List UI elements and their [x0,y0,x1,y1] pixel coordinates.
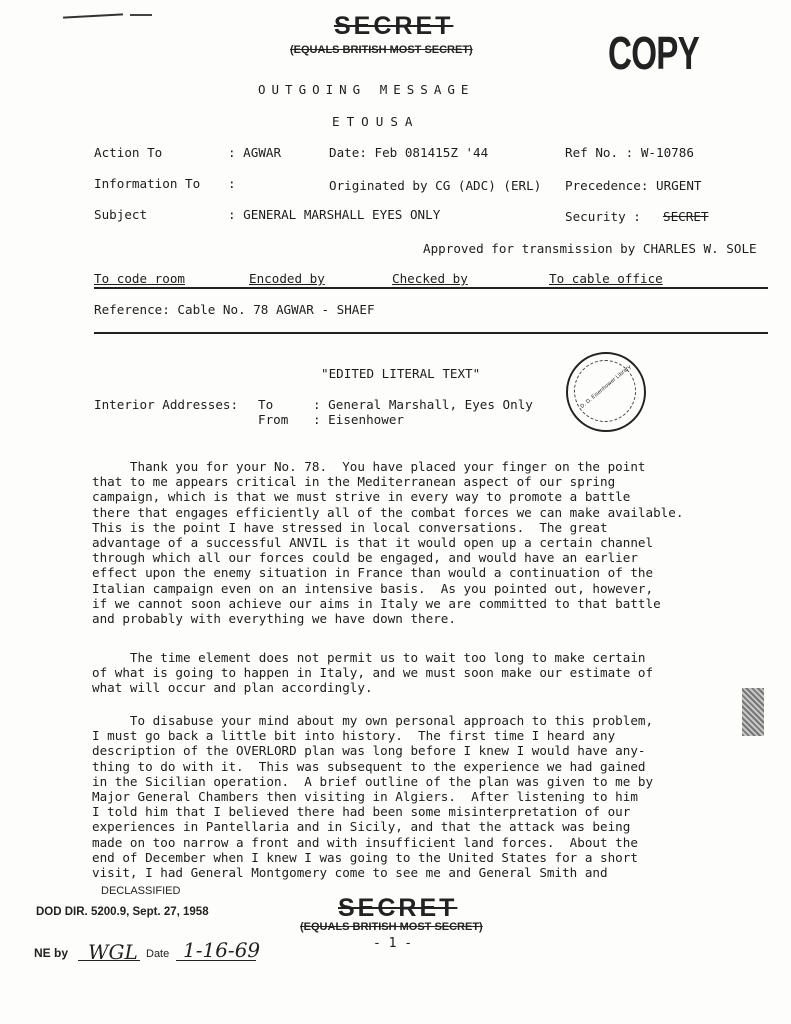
to-cable-office: To cable office [549,271,663,286]
library-seal-text: D. D. Eisenhower Library [579,364,633,410]
reference-number: Ref No. : W-10786 [565,145,694,160]
secret-stamp-top: SECRET [334,12,454,40]
subject-label: Subject [94,207,148,222]
declassified-date: 1-16-69 [183,938,261,962]
precedence: Precedence: URGENT [565,178,702,193]
secret-subtitle-top: (EQUALS BRITISH MOST SECRET) [290,44,473,56]
date-label: Date [146,948,170,960]
information-to-label: Information To [94,176,201,191]
origin-command: ETOUSA [332,114,420,129]
originated-by: Originated by CG (ADC) (ERL) [329,178,542,193]
body-paragraph-1: Thank you for your No. 78. You have placed your finger on the point that to me appears critical in the Mediterranean aspect of our spring campaign, which is that we must strive in every way to promote a battle there that engages efficiently all of the combat forces we can make available. This is the point I have stressed in local conversations. The great advantage of a successful ANVIL is that it would open up a certain channel through which all our forces could be engaged, and would have an earlier effect upon the enemy situation in France than would a continuation of the Italian campaign even on an intensive basis. As you pointed out, however, if we cannot soon achieve our aims in Italy we are committed to that battle and probably with everything we have down there. [92,459,684,627]
interior-from-label: From [258,412,289,427]
edited-literal-text-title: "EDITED LITERAL TEXT" [321,366,481,381]
interior-to-value: : General Marshall, Eyes Only [313,397,533,412]
encoded-by: Encoded by [249,271,325,286]
document-type: OUTGOING MESSAGE [258,82,475,97]
security-value: SECRET [663,209,709,224]
secret-subtitle-bottom: (EQUALS BRITISH MOST SECRET) [300,921,483,933]
action-to-value: : AGWAR [228,145,282,160]
scan-mark [63,13,123,18]
security-label: Security : [565,209,641,224]
interior-addresses-label: Interior Addresses: [94,397,239,412]
dod-directive: DOD DIR. 5200.9, Sept. 27, 1958 [36,906,209,918]
action-to-label: Action To [94,145,163,160]
ne-by-label: NE by [34,946,69,960]
secret-stamp-bottom: SECRET [338,894,458,922]
library-seal-stamp [566,352,646,432]
subject-value: : GENERAL MARSHALL EYES ONLY [228,207,441,222]
approved-by: Approved for transmission by CHARLES W. SOLE [423,241,757,256]
declassifier-initials: WGL [88,940,138,964]
declassified-label: DECLASSIFIED [101,885,181,897]
page-number: - 1 - [373,936,413,951]
body-paragraph-2: The time element does not permit us to wait too long to make certain of what is going to happen in Italy, and we must soon make our estimate of what will occur and plan accordingly. [92,650,654,696]
checked-by: Checked by [392,271,468,286]
body-paragraph-3: To disabuse your mind about my own personal approach to this problem, I must go back a little bit into history. The first time I heard any description of the OVERLORD plan was long before I knew I would have any- thing to do with it. This was subsequent to the experience we had gained in the Sicilian operation. A brief outline of the plan was given to me by Major General Chambers then visiting in Algiers. After listening to him I told him that I believed there had been some misinterpretation of our experiences in Pantellaria and in Sicily, and that the attack was being made on too narrow a front and with insufficient land forces. About the end of December when I knew I was going to the United States for a short visit, I had General Montgomery come to see me and General Smith and [92,713,654,881]
interior-to-label: To [258,397,274,412]
reference-rule [94,332,768,334]
scan-artifact [742,688,764,736]
cable-reference: Reference: Cable No. 78 AGWAR - SHAEF [94,302,375,317]
to-code-room: To code room [94,271,185,286]
interior-from-value: : Eisenhower [313,412,404,427]
copy-stamp: COPY [608,27,699,79]
message-date: Date: Feb 081415Z '44 [329,145,489,160]
scan-mark [130,14,152,16]
routing-rule [94,287,768,289]
information-to-value: : [228,176,236,191]
